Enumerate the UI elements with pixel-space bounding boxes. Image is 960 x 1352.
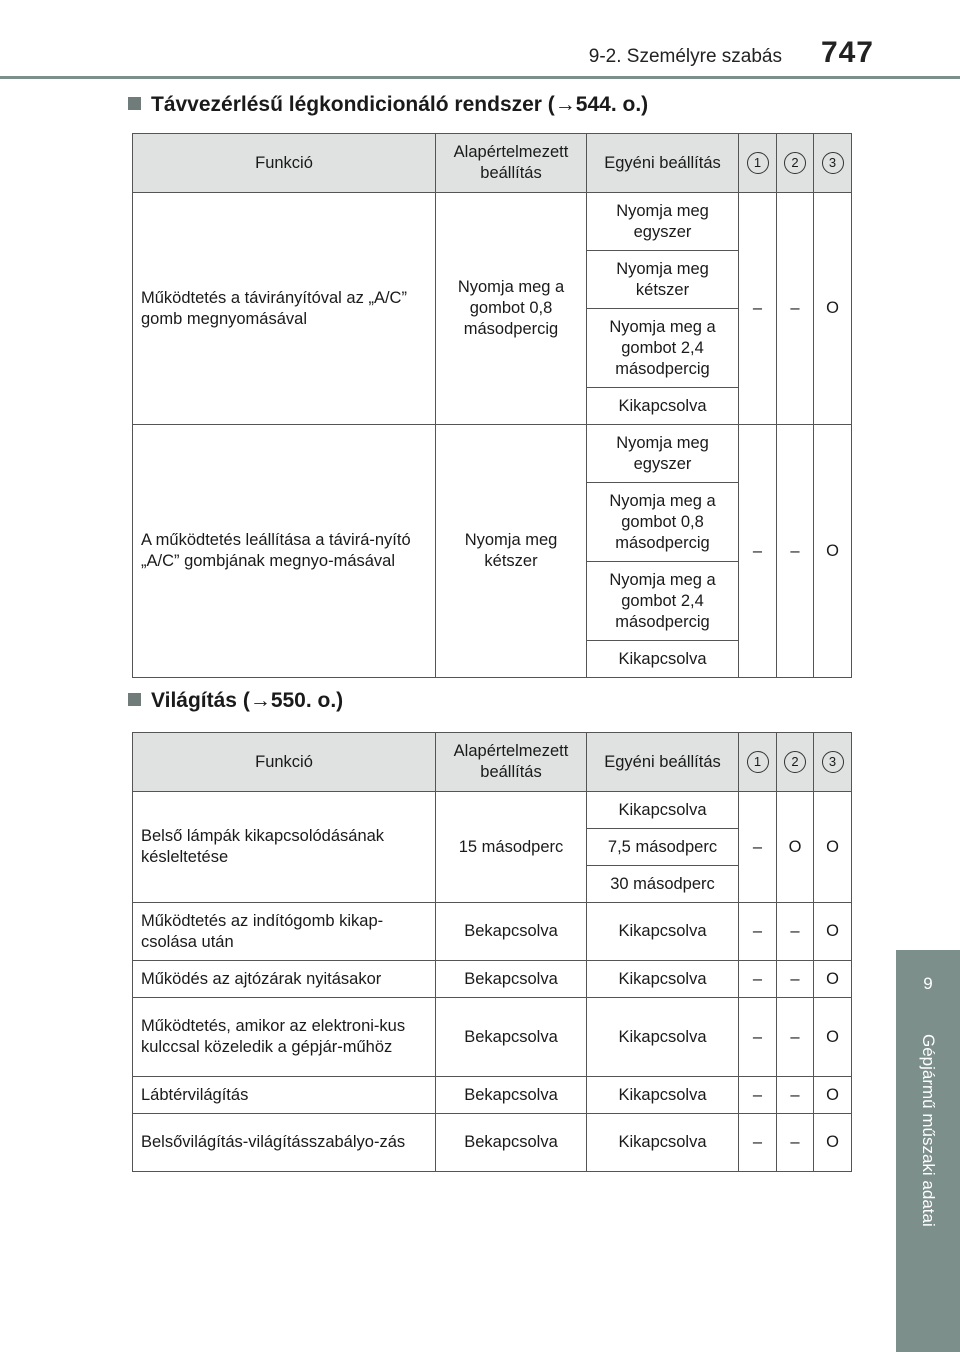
option-cell: 7,5 másodperc	[587, 829, 739, 866]
bullet-square-icon	[128, 97, 141, 110]
header-custom: Egyéni beállítás	[587, 134, 739, 193]
function-cell: Működtetés az indítógomb kikap-csolása után	[133, 903, 436, 961]
default-cell: Bekapcsolva	[436, 1114, 587, 1172]
mark-cell: –	[777, 998, 814, 1077]
table-row	[133, 1114, 852, 1172]
mark-cell: O	[814, 425, 852, 678]
default-cell: Bekapcsolva	[436, 961, 587, 998]
default-cell: Bekapcsolva	[436, 998, 587, 1077]
section-header: 9-2. Személyre szabás	[588, 46, 782, 67]
option-cell: Kikapcsolva	[587, 998, 739, 1077]
mark-cell: O	[814, 903, 852, 961]
bullet-square-icon	[128, 693, 141, 706]
mark-cell: O	[814, 1114, 852, 1172]
mark-cell: –	[739, 998, 777, 1077]
mark-cell: O	[814, 961, 852, 998]
mark-cell: –	[739, 425, 777, 678]
chapter-tab	[896, 950, 960, 1018]
header-custom: Egyéni beállítás	[587, 733, 739, 792]
header-method-1	[739, 733, 777, 792]
mark-cell: –	[739, 792, 777, 903]
mark-cell: –	[777, 1114, 814, 1172]
mark-cell: O	[814, 792, 852, 903]
mark-cell: –	[739, 961, 777, 998]
option-cell: Kikapcsolva	[587, 961, 739, 998]
function-cell: Lábtérvilágítás	[133, 1077, 436, 1114]
table-row	[133, 1077, 852, 1114]
header-function: Funkció	[133, 134, 436, 193]
mark-cell: O	[777, 792, 814, 903]
chapter-label: Gépjármű műszaki adatai	[919, 1034, 938, 1227]
section-title-text: Távvezérlésű légkondicionáló rendszer (→544. o.)	[151, 93, 649, 116]
default-cell: Bekapcsolva	[436, 1077, 587, 1114]
header-method-3	[814, 733, 852, 792]
header-method-3	[814, 134, 852, 193]
circled-number-icon: 3	[822, 152, 844, 174]
option-cell: Nyomja meg a gombot 2,4 másodpercig	[587, 309, 739, 388]
mark-cell: –	[739, 1077, 777, 1114]
mark-cell: –	[777, 903, 814, 961]
option-cell: Nyomja meg egyszer	[587, 193, 739, 251]
default-cell: Nyomja meg a gombot 0,8 másodpercig	[436, 193, 587, 425]
mark-cell: –	[739, 193, 777, 425]
mark-cell: –	[739, 903, 777, 961]
mark-cell: –	[777, 961, 814, 998]
table-row	[133, 998, 852, 1077]
section-title-ac	[128, 93, 648, 117]
header-rule	[0, 76, 960, 79]
function-cell: Működtetés, amikor az elektroni-kus kulccsal közeledik a gépjár-műhöz	[133, 998, 436, 1077]
default-cell: Nyomja meg kétszer	[436, 425, 587, 678]
option-cell: Kikapcsolva	[587, 641, 739, 678]
table-row	[133, 193, 852, 251]
table-row	[133, 792, 852, 829]
table-header-row	[133, 733, 852, 792]
option-cell: Nyomja meg a gombot 0,8 másodpercig	[587, 483, 739, 562]
table-header-row	[133, 134, 852, 193]
mark-cell: –	[777, 425, 814, 678]
function-cell: Belsővilágítás-világításszabályo-zás	[133, 1114, 436, 1172]
circled-number-icon: 1	[747, 152, 769, 174]
mark-cell: –	[739, 1114, 777, 1172]
function-cell: Belső lámpák kikapcsolódásának késleltetése	[133, 792, 436, 903]
header-method-1	[739, 134, 777, 193]
lighting-settings-table	[132, 732, 852, 1172]
circled-number-icon: 3	[822, 751, 844, 773]
option-cell: Kikapcsolva	[587, 903, 739, 961]
circled-number-icon: 2	[784, 152, 806, 174]
mark-cell: O	[814, 998, 852, 1077]
header-default: Alapértelmezett beállítás	[436, 134, 587, 193]
ac-settings-table	[132, 133, 852, 678]
mark-cell: –	[777, 1077, 814, 1114]
option-cell: Kikapcsolva	[587, 388, 739, 425]
table-row	[133, 425, 852, 483]
table-row	[133, 961, 852, 998]
section-title-text: Világítás (→550. o.)	[151, 689, 344, 712]
option-cell: Kikapcsolva	[587, 792, 739, 829]
option-cell: Kikapcsolva	[587, 1077, 739, 1114]
header-method-2	[777, 733, 814, 792]
mark-cell: O	[814, 1077, 852, 1114]
function-cell: Működés az ajtózárak nyitásakor	[133, 961, 436, 998]
header-default: Alapértelmezett beállítás	[436, 733, 587, 792]
circled-number-icon: 2	[784, 751, 806, 773]
option-cell: Nyomja meg egyszer	[587, 425, 739, 483]
function-cell: Működtetés a távirányítóval az „A/C” gomb megnyomásával	[133, 193, 436, 425]
mark-cell: –	[777, 193, 814, 425]
option-cell: 30 másodperc	[587, 866, 739, 903]
option-cell: Nyomja meg a gombot 2,4 másodpercig	[587, 562, 739, 641]
page-number: 747	[820, 36, 874, 69]
function-cell: A működtetés leállítása a távirá-nyító „A/C” gombjának megnyo-másával	[133, 425, 436, 678]
option-cell: Nyomja meg kétszer	[587, 251, 739, 309]
header-method-2	[777, 134, 814, 193]
option-cell: Kikapcsolva	[587, 1114, 739, 1172]
default-cell: Bekapcsolva	[436, 903, 587, 961]
circled-number-icon: 1	[747, 751, 769, 773]
table-row	[133, 903, 852, 961]
section-title-lighting	[128, 689, 343, 713]
default-cell: 15 másodperc	[436, 792, 587, 903]
mark-cell: O	[814, 193, 852, 425]
header-function: Funkció	[133, 733, 436, 792]
chapter-number: 9	[923, 974, 933, 993]
